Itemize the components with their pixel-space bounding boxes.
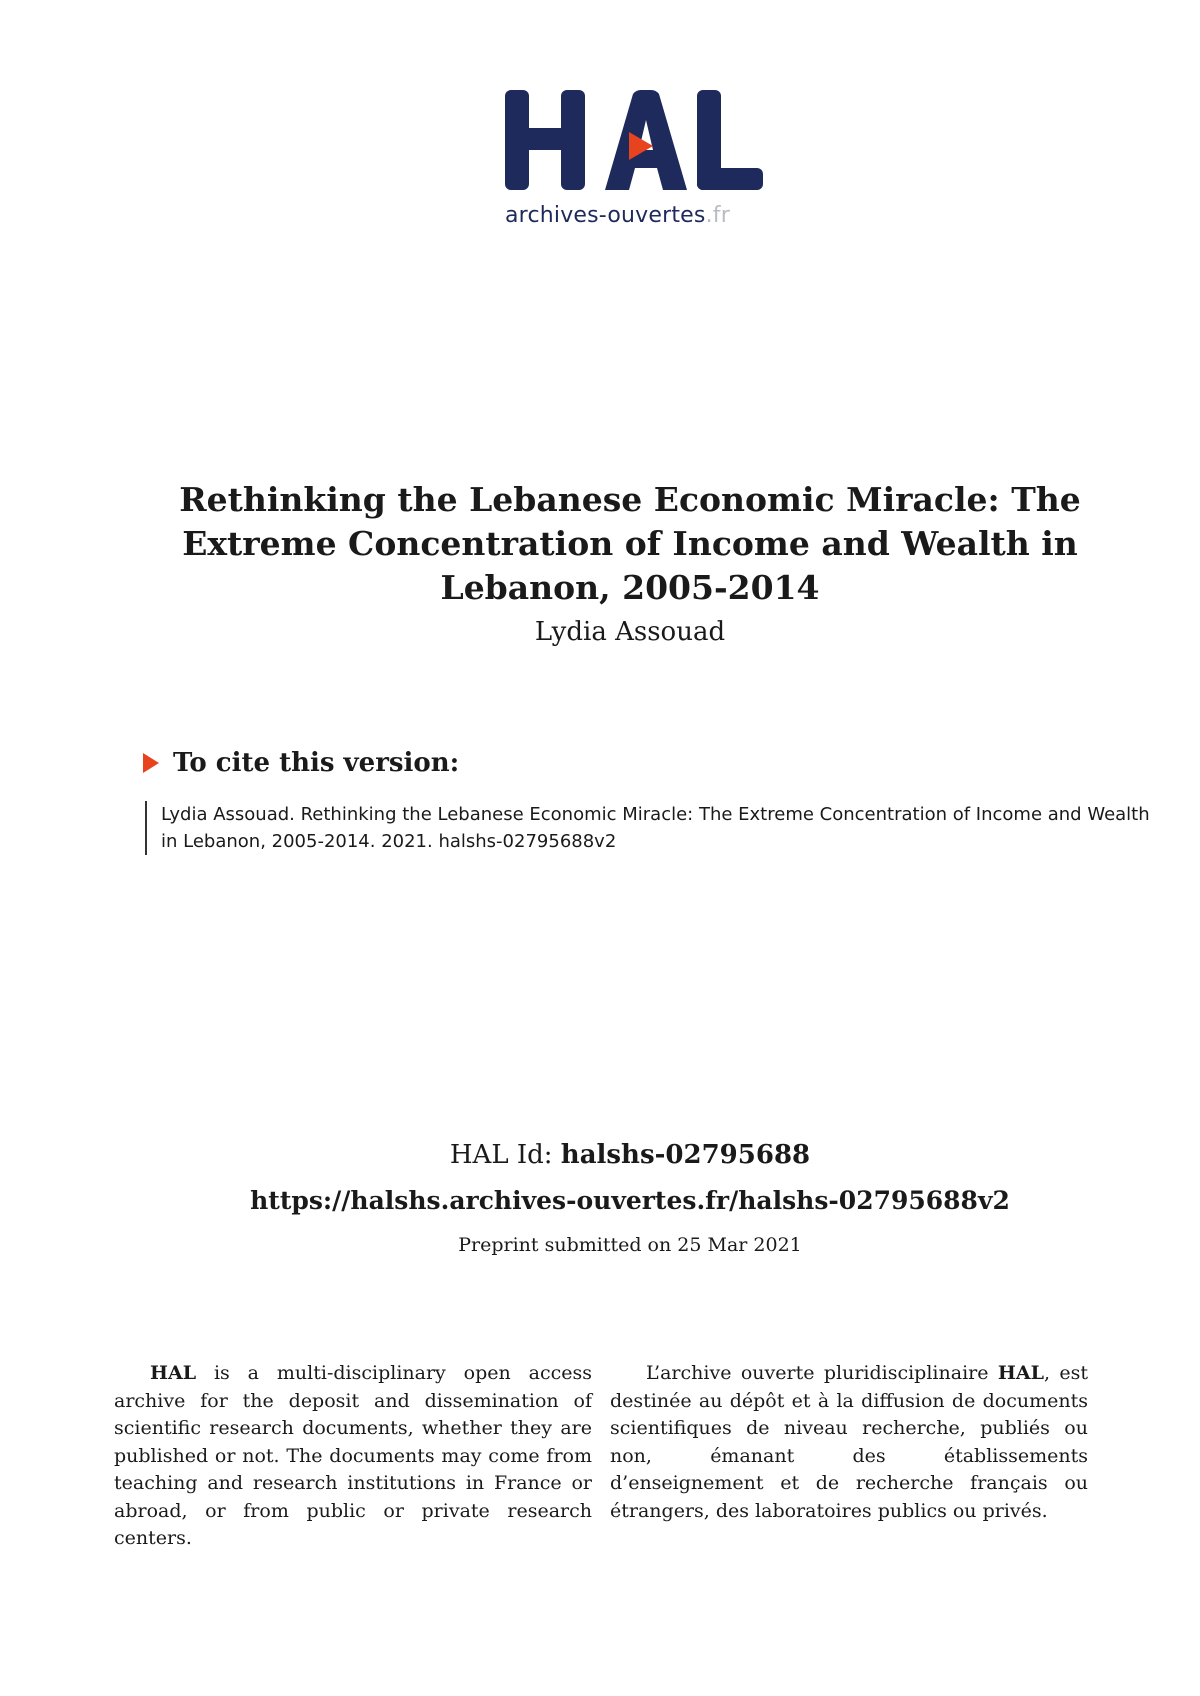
- hal-id: [160, 1140, 1100, 1170]
- abstract-english: [114, 1360, 592, 1553]
- paper-author: Lydia Assouad: [534, 617, 726, 647]
- abstract-english-lead: HAL: [150, 1362, 197, 1384]
- hal-id-value: halshs-02795688: [560, 1140, 811, 1170]
- hal-id-label: HAL Id:: [449, 1140, 553, 1170]
- cite-heading-text: To cite this version:: [173, 748, 460, 778]
- triangle-right-icon: [143, 753, 159, 773]
- abstract-french: [610, 1360, 1088, 1525]
- abstract-french-lead: HAL: [997, 1362, 1044, 1384]
- abstract-english-text: is a multi-disciplinary open access archive for the deposit and dissemination of scientific research documents, whether they are published or not. The documents may come from teaching and research institutions in France or abroad, or from public or private research centers.: [114, 1362, 592, 1549]
- paper-title: Rethinking the Lebanese Economic Miracle: The Extreme Concentration of Income and Wealth in Lebanon, 2005-2014: [179, 480, 1081, 607]
- hal-url-link[interactable]: https://halshs.archives-ouvertes.fr/halshs-02795688v2: [250, 1186, 1010, 1215]
- cite-text: Lydia Assouad. Rethinking the Lebanese Economic Miracle: The Extreme Concentration of Income and Wealth in Lebanon, 2005-2014. 2021. halshs-02795688v2: [145, 801, 1151, 855]
- abstract-french-text: , est destinée au dépôt et à la diffusion de documents scientifiques de niveau recherche, publiés ou non, émanant des établissements d’enseignement et de recherche français ou étrangers, des laboratoires publics ou privés.: [610, 1362, 1088, 1522]
- cite-heading: [143, 748, 459, 778]
- submission-date: Preprint submitted on 25 Mar 2021: [458, 1234, 802, 1256]
- abstract-french-before: L’archive ouverte pluridisciplinaire: [646, 1362, 998, 1384]
- hal-wordmark: archives-ouvertes.fr: [505, 203, 730, 228]
- hal-logo-mark: [505, 90, 765, 200]
